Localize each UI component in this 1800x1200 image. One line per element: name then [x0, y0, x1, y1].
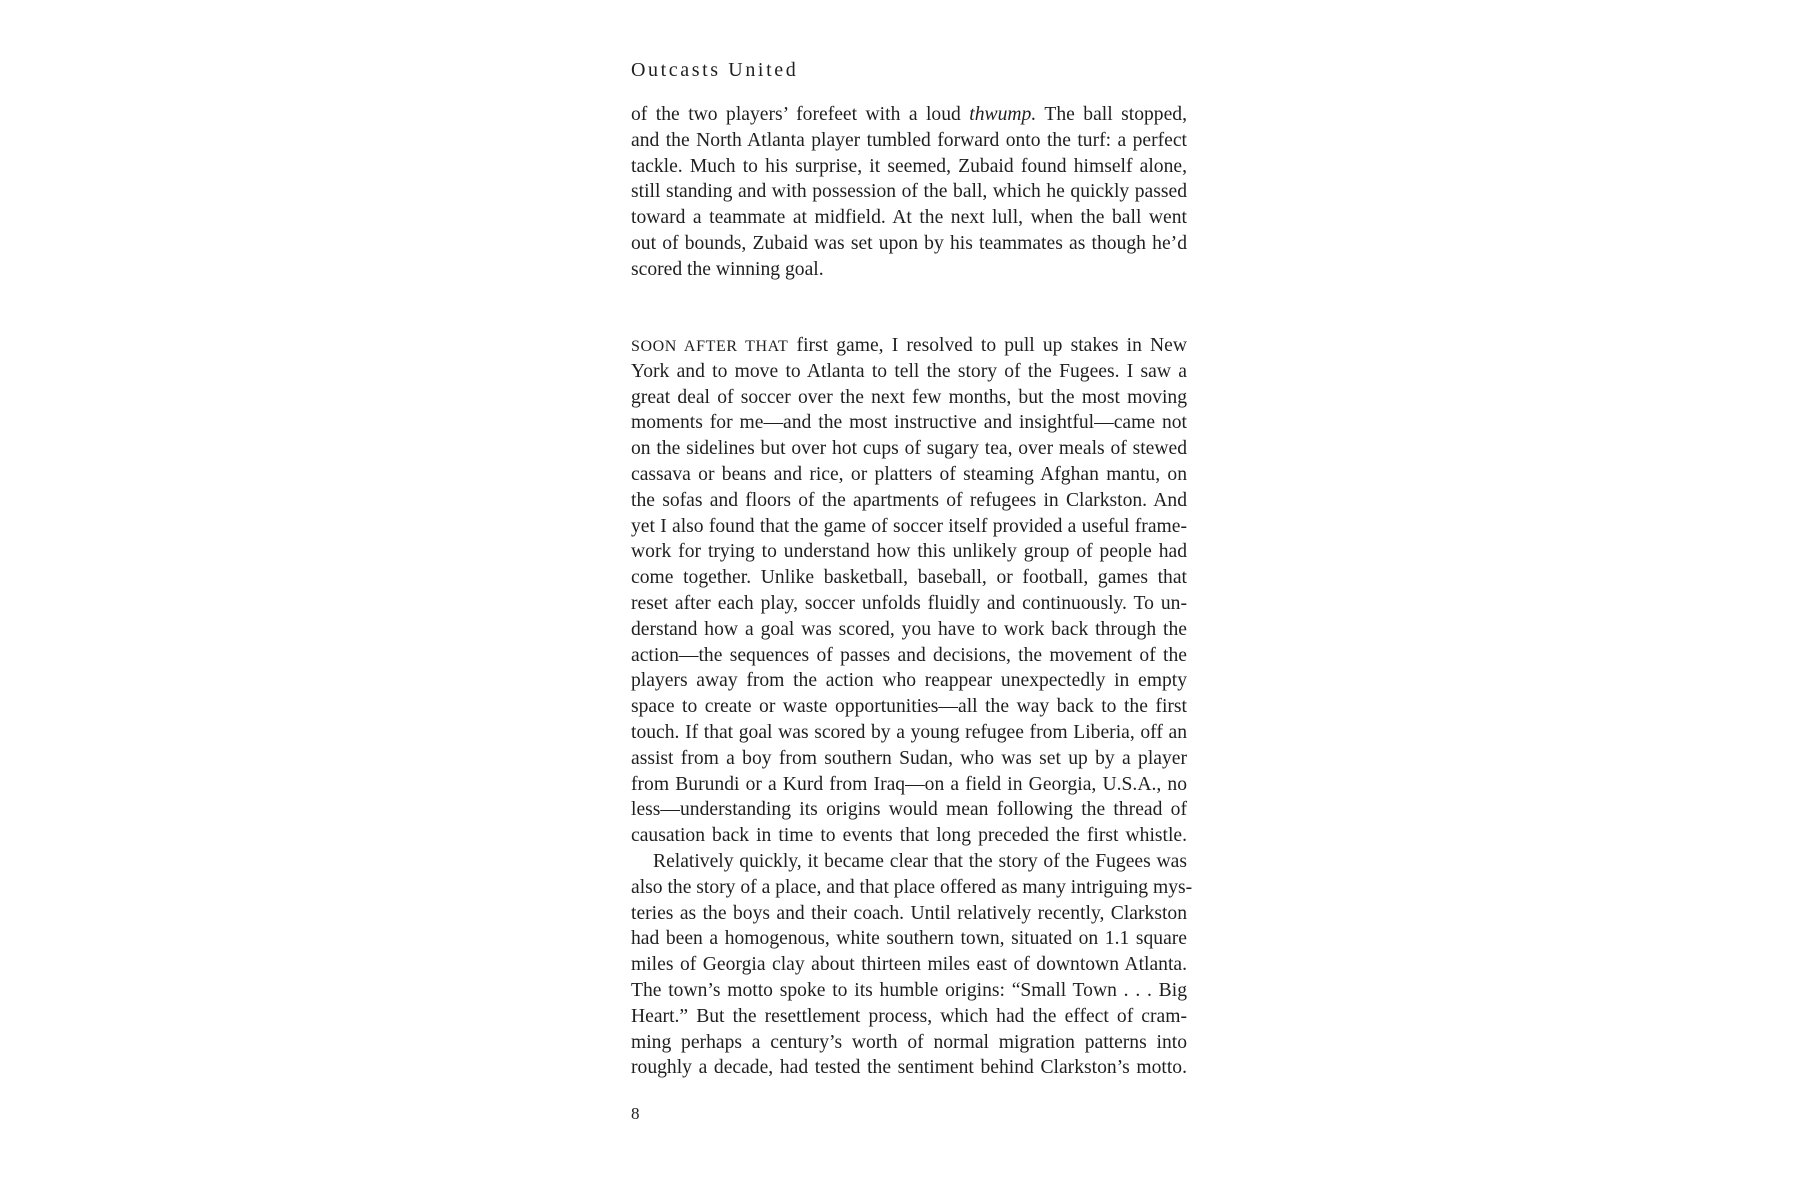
text-line: of the two players’ forefeet with a loud thwump. The ball stopped,: [631, 104, 1187, 125]
emphasis-word: thwump.: [969, 104, 1037, 125]
text-line: cassava or beans and rice, or platters of steaming Afghan mantu, on: [631, 463, 1187, 485]
text-line: ming perhaps a century’s worth of normal migration patterns into: [631, 1031, 1187, 1053]
text-line: SOON AFTER THAT first game, I resolved to pull up stakes in New: [631, 335, 1187, 356]
text-line: action—the sequences of passes and decisions, the movement of the: [631, 644, 1187, 666]
text-line: The town’s motto spoke to its humble origins: “Small Town . . . Big: [631, 979, 1187, 1001]
text-line: space to create or waste opportunities—all the way back to the first: [631, 696, 1187, 718]
text-line: reset after each play, soccer unfolds fluidly and continuously. To un-: [631, 592, 1187, 614]
text-line: on the sidelines but over hot cups of sugary tea, over meals of stewed: [631, 438, 1187, 460]
section-lead-in: SOON AFTER THAT: [631, 338, 789, 355]
text-line: York and to move to Atlanta to tell the story of the Fugees. I saw a: [631, 360, 1187, 382]
text-line: teries as the boys and their coach. Until relatively recently, Clarkston: [631, 902, 1187, 924]
text-line: scored the winning goal.: [631, 258, 824, 280]
continuation-paragraph: [631, 102, 1187, 283]
text-line: tackle. Much to his surprise, it seemed, Zubaid found himself alone,: [631, 155, 1187, 177]
text-line: moments for me—and the most instructive and insightful—came not: [631, 412, 1187, 434]
text-line: great deal of soccer over the next few months, but the most moving: [631, 386, 1187, 408]
text-line: yet I also found that the game of soccer itself provided a useful frame-: [631, 515, 1187, 537]
text-line: assist from a boy from southern Sudan, who was set up by a player: [631, 747, 1187, 769]
text-line: Relatively quickly, it became clear that the story of the Fugees was: [653, 850, 1187, 872]
text-line: still standing and with possession of the ball, which he quickly passed: [631, 181, 1187, 203]
text-line: from Burundi or a Kurd from Iraq—on a field in Georgia, U.S.A., no: [631, 773, 1187, 795]
text-line: toward a teammate at midfield. At the next lull, when the ball went: [631, 207, 1187, 229]
running-head: Outcasts United: [631, 59, 799, 81]
text-line: the sofas and floors of the apartments of refugees in Clarkston. And: [631, 489, 1187, 511]
text-line: out of bounds, Zubaid was set upon by his teammates as though he’d: [631, 232, 1187, 254]
text-line: come together. Unlike basketball, baseball, or football, games that: [631, 567, 1187, 589]
section-body: [631, 333, 1193, 1081]
section-paragraph-2: [631, 849, 1193, 1081]
text-line: roughly a decade, had tested the sentiment behind Clarkston’s motto.: [631, 1057, 1187, 1079]
text-line: touch. If that goal was scored by a young refugee from Liberia, off an: [631, 721, 1187, 743]
text-line: miles of Georgia clay about thirteen miles east of downtown Atlanta.: [631, 954, 1187, 976]
text-line: had been a homogenous, white southern town, situated on 1.1 square: [631, 928, 1187, 950]
text-line: players away from the action who reappear unexpectedly in empty: [631, 670, 1187, 692]
text-line: work for trying to understand how this unlikely group of people had: [631, 541, 1187, 563]
page-number: 8: [631, 1104, 640, 1123]
text-line: also the story of a place, and that place offered as many intriguing mys-: [631, 876, 1193, 898]
text-line: and the North Atlanta player tumbled forward onto the turf: a perfect: [631, 129, 1187, 151]
text-line: causation back in time to events that long preceded the first whistle.: [631, 825, 1187, 847]
text-line: Heart.” But the resettlement process, which had the effect of cram-: [631, 1005, 1187, 1027]
section-paragraph-1: [631, 333, 1187, 849]
text-line: less—understanding its origins would mean following the thread of: [631, 799, 1187, 821]
text-line: derstand how a goal was scored, you have to work back through the: [631, 618, 1187, 640]
